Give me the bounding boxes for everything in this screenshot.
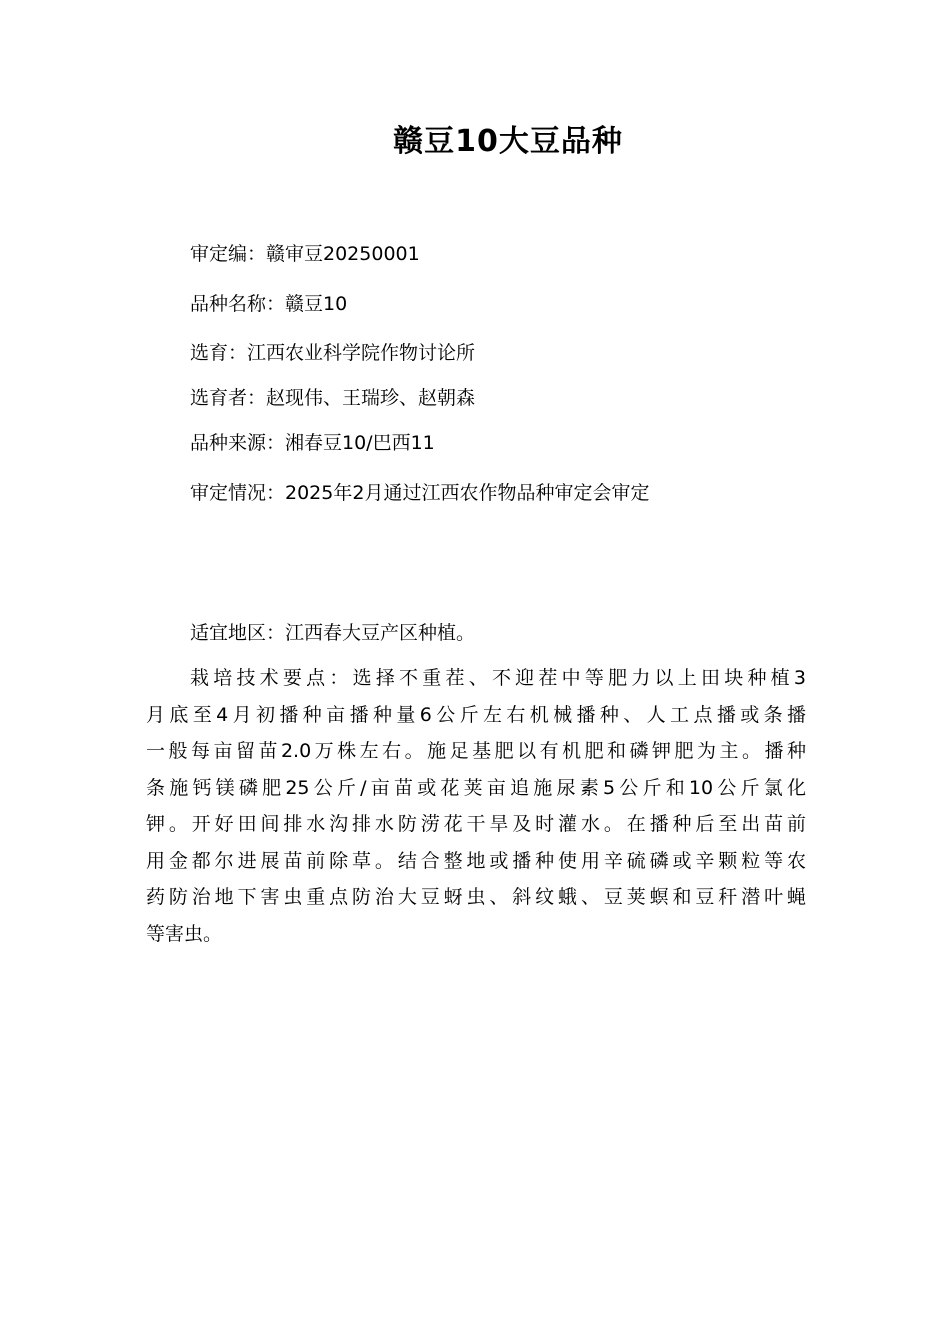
breeders: 选育者：赵现伟、王瑞珍、赵朝森: [190, 387, 476, 409]
cultivation-line: 药防治地下害虫重点防治大豆蚜虫、斜纹蛾、豆荚螟和豆秆潜叶蝇: [146, 886, 806, 908]
cultivation-line: 用金都尔进展苗前除草。结合整地或播种使用辛硫磷或辛颗粒等农: [146, 849, 806, 872]
variety-name: 品种名称：赣豆10: [190, 293, 348, 315]
cultivation-line: 一般每亩留苗2.0万株左右。施足基肥以有机肥和磷钾肥为主。播种: [146, 740, 806, 762]
breeding-unit: 选育：江西农业科学院作物讨论所: [190, 342, 476, 364]
cultivation-line: 钾。开好田间排水沟排水防涝花干旱及时灌水。在播种后至出苗前: [146, 813, 806, 835]
cultivation-line: 栽培技术要点：选择不重茬、不迎茬中等肥力以上田块种植3: [190, 667, 806, 689]
cultivation-line: 条施钙镁磷肥25公斤/亩苗或花荚亩追施尿素5公斤和10公斤氯化: [146, 776, 806, 799]
cultivation-line: 月底至4月初播种亩播种量6公斤左右机械播种、人工点播或条播: [146, 703, 806, 726]
cultivation-paragraph: [146, 660, 806, 952]
variety-source: 品种来源：湘春豆10/巴西11: [190, 432, 435, 454]
document-title: 赣豆10大豆品种: [393, 124, 623, 159]
suitable-region: 适宜地区：江西春大豆产区种植。: [190, 622, 476, 644]
approval-status: 审定情况：2025年2月通过江西农作物品种审定会审定: [190, 482, 650, 504]
cultivation-line: 等害虫。: [146, 922, 223, 945]
approval-number: 审定编：赣审豆20250001: [190, 243, 420, 265]
